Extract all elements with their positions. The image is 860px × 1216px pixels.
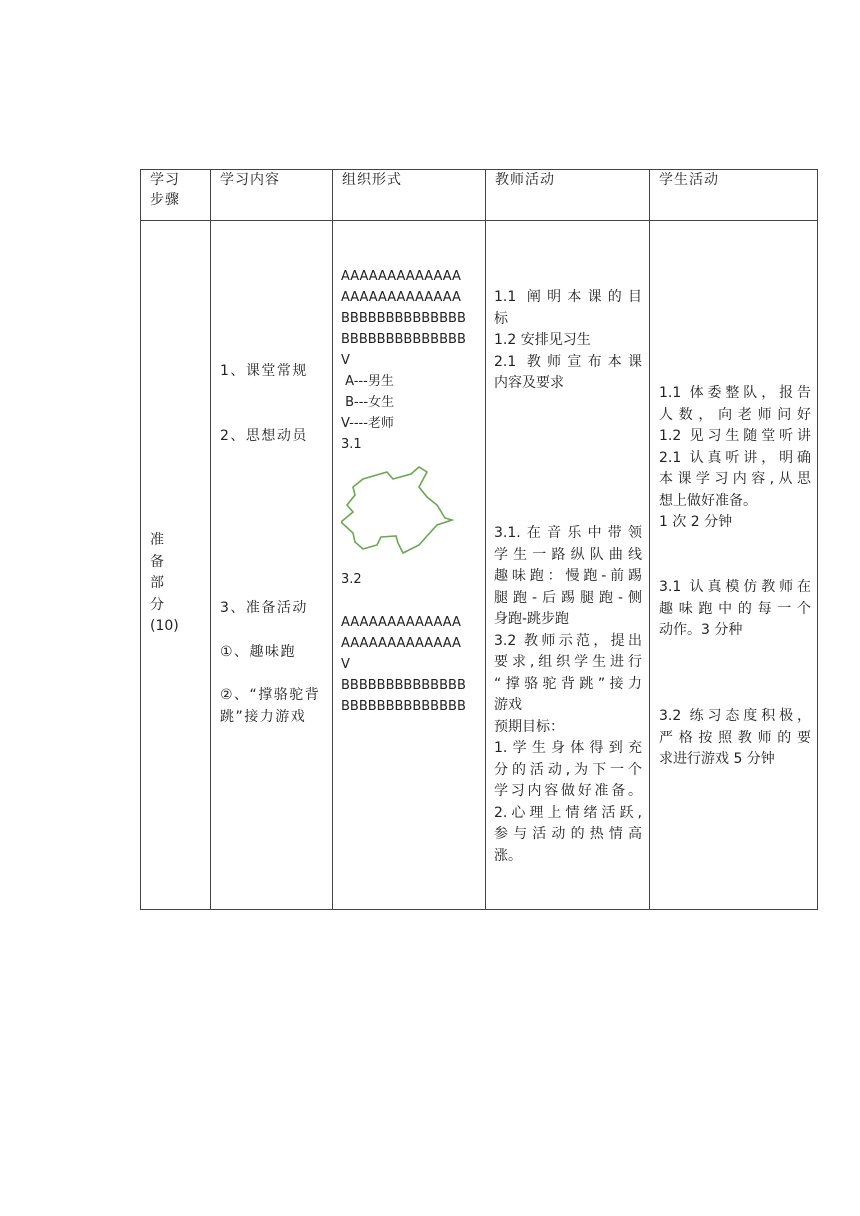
teacher-activity-block-2: 3.1.在音乐中带领 学生一路纵队曲线 趣味跑：慢跑-前踢 腿跑-后踢腿跑-侧 身跑-跳步跑 3.2 教师示范，提出 要求,组织学生进行 “撑骆驼背跳”接力 游戏 预期目标： 1.学生身体得到充 分的活动,为下一个 学习内容做好准备。 2.心理上情绪活跃, 参与活动的热情高 涨。 [494, 525, 642, 864]
header-step-line1: 学习 [150, 172, 180, 188]
student-activity-block-1: 1.1 体委整队，报告 人数，向老师问好 1.2 见习生随堂听讲 2.1 认真听讲，明确 本课学习内容,从思 想上做好准备。 1 次 2 分钟 [659, 385, 811, 530]
lesson-plan-table [140, 169, 818, 910]
header-content: 学习内容 [211, 170, 333, 221]
header-row [141, 170, 818, 221]
teacher-cell [486, 221, 650, 910]
step-cell [141, 221, 211, 910]
formation-block-1: AAAAAAAAAAAAA AAAAAAAAAAAAA BBBBBBBBBBBBBB BBBBBBBBBBBBBB V A---男生 B---女生 V----老师 3.1 [341, 269, 466, 452]
formation-block-2: AAAAAAAAAAAAA AAAAAAAAAAAAA V BBBBBBBBBBBBBB BBBBBBBBBBBBBB [341, 615, 466, 714]
header-step [141, 170, 211, 221]
student-activity-block-3: 3.2 练习态度积极， 严格按照教师的要 求进行游戏 5 分钟 [659, 708, 811, 767]
header-organization: 组织形式 [333, 170, 486, 221]
header-step-line2: 步骤 [150, 192, 180, 208]
content-item-2: 2、思想动员 [220, 428, 308, 444]
teacher-activity-block-1: 1.1 阐明本课的目 标 1.2 安排见习生 2.1 教师宣布本课 内容及要求 [494, 289, 642, 391]
curve-run-route-diagram [341, 465, 461, 559]
organization-cell [333, 221, 486, 910]
student-activity-block-2: 3.1 认真模仿教师在 趣味跑中的每一个 动作。3 分种 [659, 579, 811, 638]
body-row [141, 221, 818, 910]
content-item-3: 3、准备活动 [220, 600, 308, 616]
content-item-3b: ②、“撑骆驼背 跳”接力游戏 [220, 687, 321, 725]
header-teacher: 教师活动 [486, 170, 650, 221]
content-cell [211, 221, 333, 910]
step-label: 准 备 部 分 (10) [150, 532, 179, 634]
content-item-1: 1、课堂常规 [220, 363, 308, 379]
formation-label-3-2: 3.2 [341, 572, 362, 587]
student-cell [650, 221, 818, 910]
header-student: 学生活动 [650, 170, 818, 221]
content-item-3a: ①、趣味跑 [220, 644, 297, 660]
